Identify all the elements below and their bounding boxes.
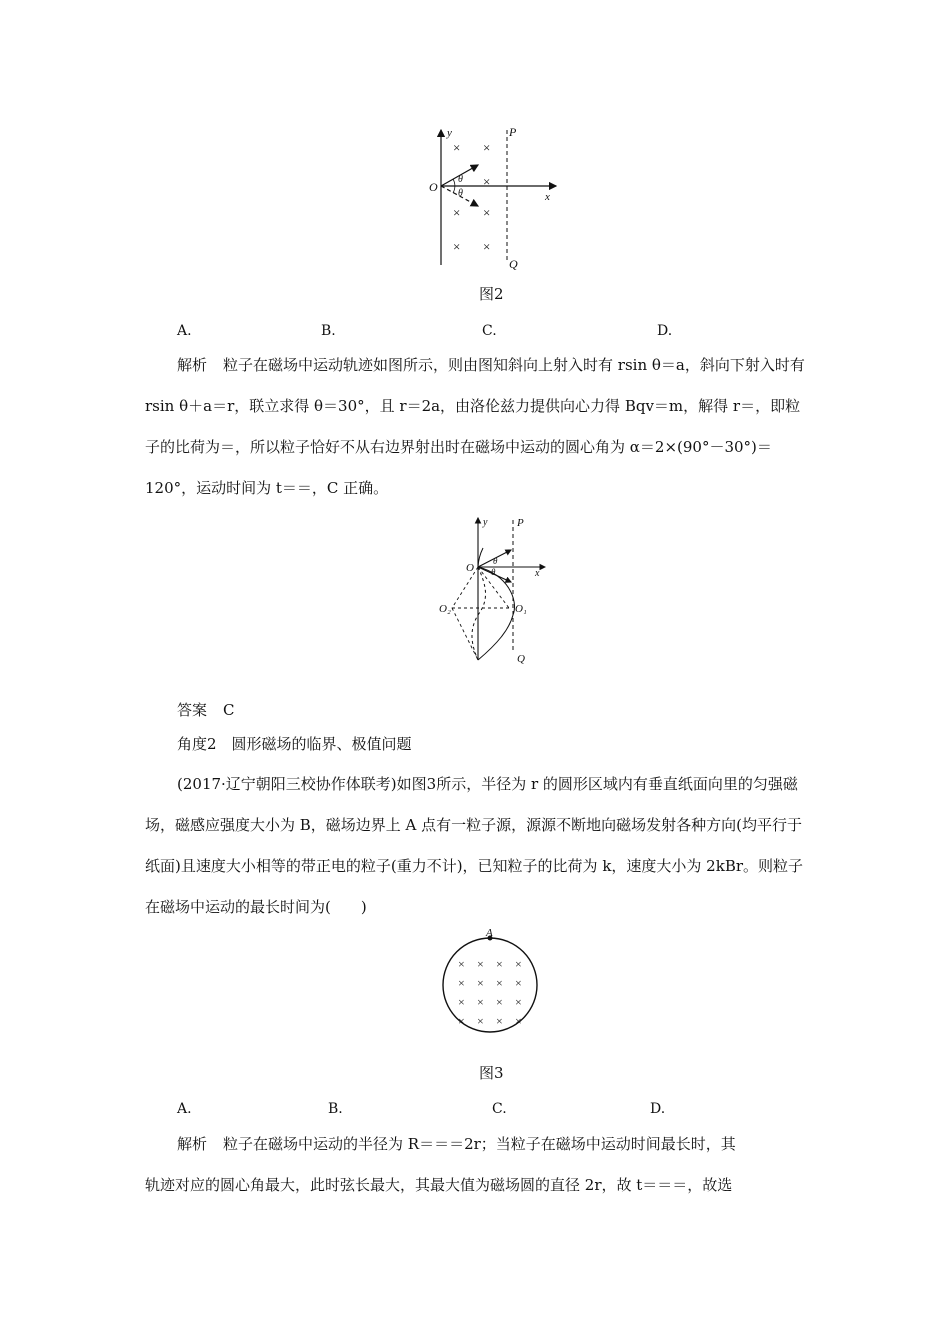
field-cross: × <box>483 205 491 220</box>
field-cross: × <box>477 957 484 971</box>
x-axis-label: x <box>535 568 540 579</box>
field-cross: × <box>496 1014 503 1028</box>
p-label: P <box>509 125 517 139</box>
field-cross: × <box>458 957 465 971</box>
field-cross: × <box>515 957 522 971</box>
answer-options-2 <box>177 1101 737 1121</box>
field-cross: × <box>496 995 503 1009</box>
field-cross: × <box>458 976 465 990</box>
analysis-label: 解析 <box>177 1135 208 1153</box>
analysis-text: 粒子在磁场中运动轨迹如图所示，则由图知斜向上射入时有 rsin θ＝a，斜向下射入时有 rsin θ＋a＝r，联立求得 θ＝30°，且 r＝2a，由洛伦兹力提供向心力得 Bqv＝m，解得 r＝，即粒子的比荷为＝，所以粒子恰好不从右边界射出时在磁场中运动的圆心角为 α＝2×(90°－30°)＝120°，运动时间为 t＝＝，C 正确。 <box>145 356 805 497</box>
field-cross: × <box>496 957 503 971</box>
field-cross: × <box>453 239 461 254</box>
answer-value: C <box>223 701 235 719</box>
theta-lower-label: θ <box>491 567 496 577</box>
o1-label: O₁ <box>515 603 527 615</box>
analysis-1 <box>145 345 805 509</box>
solution-figure <box>435 512 560 664</box>
field-cross: × <box>515 976 522 990</box>
o2-label: O₂ <box>439 603 451 615</box>
option-d: D. <box>650 1101 666 1117</box>
theta-upper-label: θ <box>458 174 463 185</box>
figure-3-caption: 图3 <box>479 1064 504 1082</box>
field-cross: × <box>515 1014 522 1028</box>
option-b: B. <box>328 1101 343 1117</box>
q-label: Q <box>517 653 525 664</box>
theta-upper-label: θ <box>493 556 498 566</box>
field-cross: × <box>458 995 465 1009</box>
q-label: Q <box>509 257 518 271</box>
point-a-label: A <box>486 927 493 939</box>
figure-2-caption: 图2 <box>479 285 504 303</box>
answer-line <box>177 703 235 718</box>
option-c: C. <box>492 1101 507 1117</box>
radius-o-o2 <box>452 567 478 608</box>
field-cross: × <box>483 239 491 254</box>
trajectory-arc-upper <box>478 548 483 567</box>
option-d: D. <box>657 323 673 339</box>
analysis-2-line-2: 轨迹对应的圆心角最大，此时弦长最大，其最大值为磁场圆的直径 2r，故 t＝＝＝，故选 <box>145 1176 733 1194</box>
field-cross: × <box>483 140 491 155</box>
field-cross: × <box>453 205 461 220</box>
y-axis-label: y <box>483 517 488 528</box>
field-cross: × <box>477 1014 484 1028</box>
analysis-label: 解析 <box>177 356 208 374</box>
trajectory-arc-left <box>472 567 486 660</box>
option-c: C. <box>482 323 497 339</box>
field-cross: × <box>453 140 461 155</box>
figure-3 <box>440 927 540 1042</box>
field-cross: × <box>458 1014 465 1028</box>
origin-label: O <box>466 562 474 574</box>
theta-lower-label: θ <box>458 188 463 199</box>
origin-label: O <box>429 180 438 194</box>
analysis-2-line-1 <box>177 1137 736 1152</box>
field-cross: × <box>496 976 503 990</box>
section-heading: 角度2 圆形磁场的临界、极值问题 <box>177 735 412 753</box>
y-axis-label: y <box>447 127 452 139</box>
answer-options-1 <box>177 323 737 343</box>
field-cross: × <box>477 976 484 990</box>
option-a: A. <box>177 323 192 339</box>
field-cross: × <box>477 995 484 1009</box>
analysis-text: 粒子在磁场中运动的半径为 R＝＝＝2r；当粒子在磁场中运动时间最长时，其 <box>223 1135 736 1153</box>
field-cross: × <box>515 995 522 1009</box>
x-axis-label: x <box>545 191 550 203</box>
radius-o2-bottom <box>452 608 478 660</box>
answer-label: 答案 <box>177 701 208 719</box>
option-b: B. <box>321 323 336 339</box>
p-label: P <box>517 517 524 529</box>
problem-2: (2017·辽宁朝阳三校协作体联考)如图3所示，半径为 r 的圆形区域内有垂直纸面向里的匀强磁场，磁感应强度大小为 B，磁场边界上 A 点有一粒子源，源源不断地向磁场发射各种方向(均平行于纸面)且速度大小相等的带正电的粒子(重力不计)，已知粒子的比荷为 k，速度大小为 2kBr。则粒子在磁场中运动的最长时间为( ) <box>145 775 804 916</box>
option-a: A. <box>177 1101 192 1117</box>
field-cross: × <box>483 174 491 189</box>
figure-2 <box>420 120 590 280</box>
